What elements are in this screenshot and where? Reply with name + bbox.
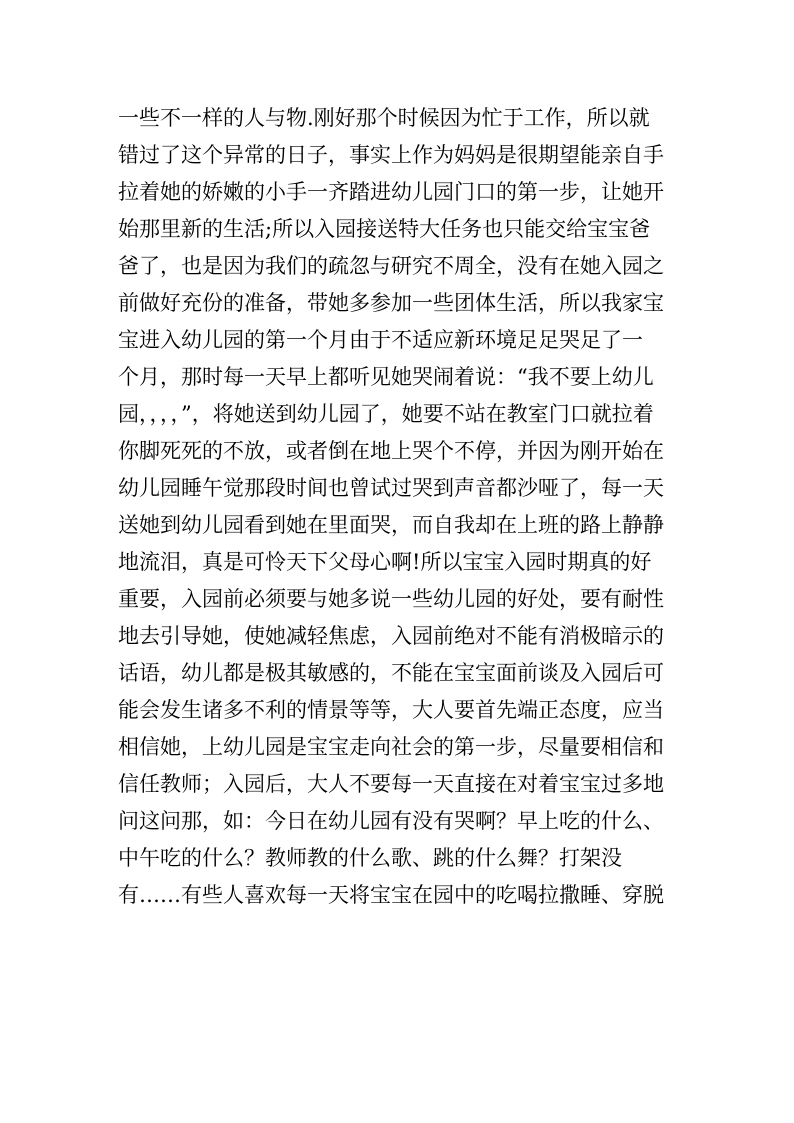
text-line: 前做好充份的准备，带她多参加一些团体生活，所以我家宝 [118, 291, 664, 315]
text-line: 中午吃的什么？教师教的什么歌、跳的什么舞？打架没 [118, 846, 622, 870]
text-line: 相信她，上幼儿园是宝宝走向社会的第一步，尽量要相信和 [118, 735, 664, 759]
text-line: 你脚死死的不放，或者倒在地上哭个不停，并因为刚开始在 [118, 439, 664, 463]
text-line: 送她到幼儿园看到她在里面哭，而自我却在上班的路上静静 [118, 513, 664, 537]
text-line: 重要，入园前必须要与她多说一些幼儿园的好处，要有耐性 [118, 587, 664, 611]
text-line: 话语，幼儿都是极其敏感的，不能在宝宝面前谈及入园后可 [118, 661, 664, 685]
text-line: 能会发生诸多不利的情景等等，大人要首先端正态度，应当 [118, 698, 664, 722]
text-line: 爸了，也是因为我们的疏忽与研究不周全，没有在她入园之 [118, 254, 664, 278]
text-line: 始那里新的生活;所以入园接送特大任务也只能交给宝宝爸 [118, 217, 651, 241]
text-line: 有……有些人喜欢每一天将宝宝在园中的吃喝拉撒睡、穿脱 [118, 883, 664, 907]
text-line: 拉着她的娇嫩的小手一齐踏进幼儿园门口的第一步，让她开 [118, 180, 664, 204]
text-line: 错过了这个异常的日子，事实上作为妈妈是很期望能亲自手 [118, 143, 664, 167]
text-line: 个月，那时每一天早上都听见她哭闹着说：“我不要上幼儿 [118, 365, 654, 389]
text-line: 地流泪，真是可怜天下父母心啊!所以宝宝入园时期真的好 [118, 550, 652, 574]
text-line: 地去引导她，使她减轻焦虑，入园前绝对不能有消极暗示的 [118, 624, 664, 648]
text-line: 一些不一样的人与物.刚好那个时候因为忙于工作，所以就 [118, 106, 650, 130]
text-line: 园，，，，”，将她送到幼儿园了，她要不站在教室门口就拉着 [118, 402, 654, 426]
body-text [118, 100, 680, 914]
text-line: 幼儿园睡午觉那段时间也曾试过哭到声音都沙哑了，每一天 [118, 476, 664, 500]
text-line: 问这问那，如：今日在幼儿园有没有哭啊？早上吃的什么、 [118, 809, 664, 833]
text-line: 信任教师；入园后，大人不要每一天直接在对着宝宝过多地 [118, 772, 664, 796]
text-line: 宝进入幼儿园的第一个月由于不适应新环境足足哭足了一 [118, 328, 643, 352]
